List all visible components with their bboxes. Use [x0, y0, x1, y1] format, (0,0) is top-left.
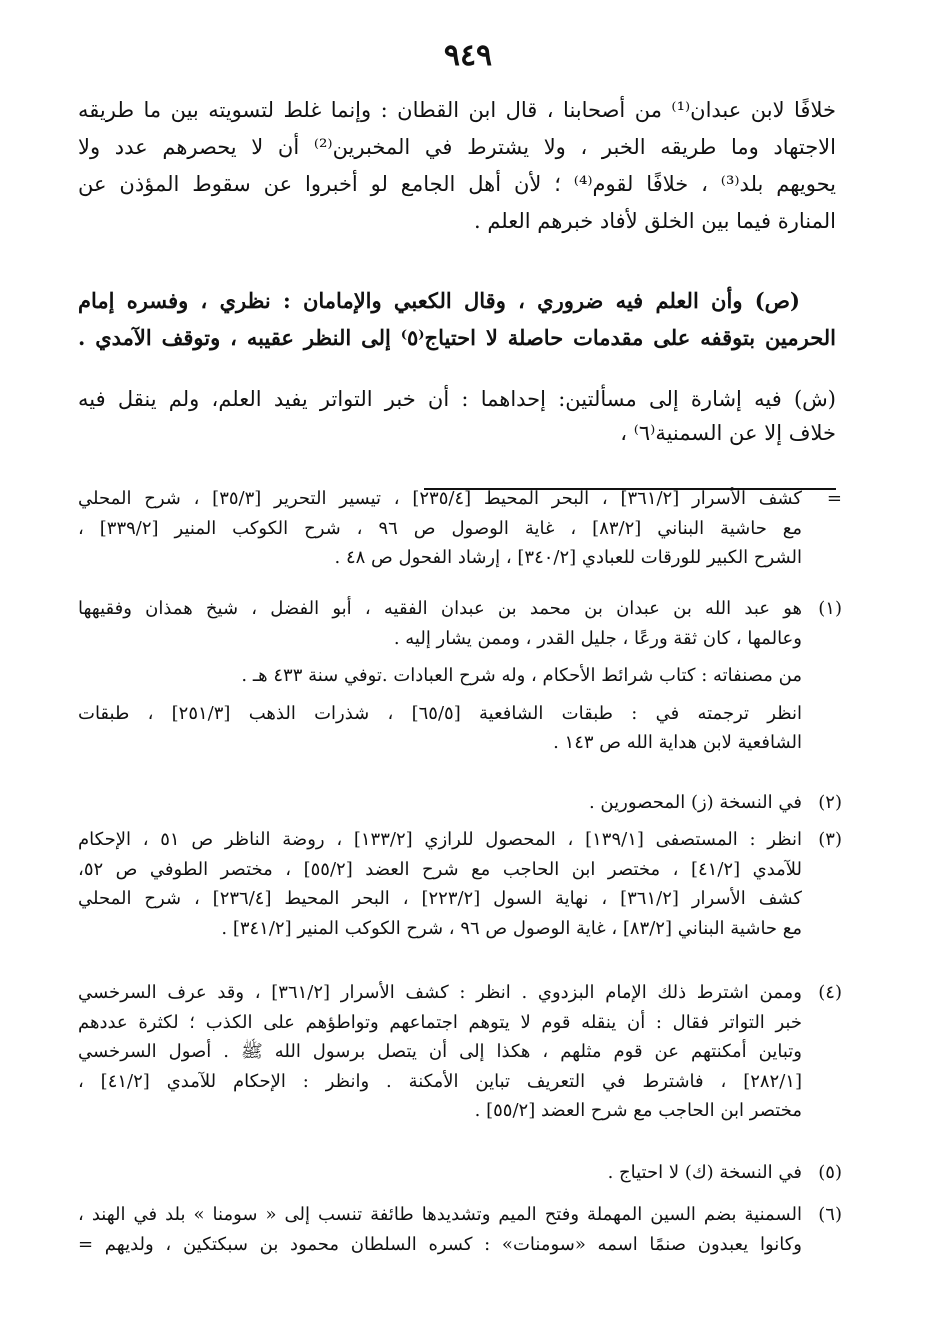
footnote-line: السمنية بضم السين المهملة وفتح الميم وتشديدها طائفة تنسب إلى « سومنا » بلد في الهند ، — [78, 1204, 802, 1225]
footnote-line: وعالمها ، كان ثقة ورعًا ، جليل القدر ، وممن يشار إليه . — [393, 627, 802, 649]
footnote-line: للآمدي [٤١/٢] ، مختصر ابن الحاجب مع شرح العضد [٥٥/٢] ، مختصر الطوفي ص ٥٢، — [78, 858, 802, 880]
text-line: المنارة فيما بين الخلق لأفاد خبرهم العلم . — [473, 209, 836, 233]
footnote-6 — [78, 1200, 842, 1259]
footnote-line: كشف الأسرار [٣٦١/٢] ، البحر المحيط [٢٣٥/٤] ، تيسير التحرير [٣٥/٣] ، شرح المحلي — [78, 488, 802, 509]
footnote-marker: = — [826, 488, 842, 509]
matn-line: (ص) وأن العلم فيه ضروري ، وقال الكعبي والإمامان : نظري ، وفسره إمام — [78, 288, 800, 313]
footnote-line: هو عبد الله بن عبدان بن محمد بن عبدان الفقيه ، أبو الفضل ، شيخ همذان وفقيهها — [78, 598, 802, 619]
footnote-line: الشافعية لابن هداية الله ص ١٤٣ . — [553, 732, 802, 753]
footnote-line: مع حاشية البناني [٨٣/٢] ، غاية الوصول ص ٩٦ ، شرح الكوكب المنير [٣٤١/٢] . — [221, 917, 802, 939]
footnote-line: كشف الأسرار [٣٦١/٢] ، نهاية السول [٢٢٣/٢] ، البحر المحيط [٢٣٦/٤] ، شرح المحلي — [78, 888, 802, 909]
matn-text — [78, 282, 836, 356]
footnote-marker: (٢) — [818, 792, 842, 813]
footnote-line: الشرح الكبير للورقات للعبادي [٣٤٠/٢] ، إرشاد الفحول ص ٤٨ . — [334, 547, 802, 568]
footnote-line: وتباين أمكنتهم عن قوم مثلهم ، هكذا إلى أن يتصل برسول الله ﷺ . أصول السرخسي — [78, 1041, 802, 1062]
text-line: الاجتهاد وما طريقه الخبر ، ولا يشترط في المخبرين⁽²⁾ أن لا يحصرهم عدد ولا — [78, 135, 836, 159]
text-line: يحويهم بلد⁽³⁾ ، خلافًا لقوم⁽⁴⁾ ؛ لأن أهل الجامع لو أخبروا عن سقوط المؤذن عن — [78, 172, 836, 196]
footnote-marker: (١) — [818, 598, 842, 619]
footnote-line: انظر ترجمته في : طبقات الشافعية [٦٥/٥] ، شذرات الذهب [٢٥١/٣] ، طبقات — [78, 702, 802, 724]
sharh-text — [78, 382, 836, 450]
footnote-marker: (٦) — [818, 1204, 842, 1225]
footnote-line: وكانوا يعبدون صنمًا اسمه «سومنات» : كسره السلطان محمود بن سبكتكين ، ولديهم = — [78, 1233, 802, 1255]
footnote-3 — [78, 825, 842, 943]
sharh-line: (ش) فيه إشارة إلى مسألتين: إحداهما : أن خبر التواتر يفيد العلم، ولم ينقل فيه — [78, 387, 836, 411]
footnote-line: من مصنفاته : كتاب شرائط الأحكام ، وله شرح العبادات .توفي سنة ٤٣٣ هـ . — [241, 665, 802, 686]
sharh-line: خلاف إلا عن السمنية⁽٦⁾ ، — [620, 421, 836, 445]
page-number: ٩٤٩ — [443, 38, 493, 73]
matn-line: الحرمين بتوقفه على مقدمات حاصلة لا احتياج⁽٥⁾ إلى النظر عقيبه ، وتوقف الآمدي . — [78, 325, 836, 350]
footnote-line: مع حاشية البناني [٨٣/٢] ، غاية الوصول ص ٩٦ ، شرح الكوكب المنير [٣٣٩/٢] ، — [78, 517, 802, 539]
footnote-2 — [78, 788, 842, 818]
footnote-5 — [78, 1158, 842, 1188]
footnote-marker: (٥) — [818, 1162, 842, 1183]
footnote-4 — [78, 978, 842, 1126]
footnote-continuation — [78, 484, 842, 573]
main-text — [78, 92, 836, 240]
footnote-line: خبر التواتر فقال : أن ينقله قوم لا يتوهم اجتماعهم وتواطؤهم على الكذب ؛ لكثرة عددهم — [78, 1011, 802, 1033]
footnote-line: في النسخة (ك) لا احتياج . — [607, 1162, 802, 1183]
footnote-marker: (٤) — [818, 982, 842, 1003]
text-line: خلافًا لابن عبدان⁽¹⁾ من أصحابنا ، قال ابن القطان : وإنما غلط لتسويته بين ما طريقه — [78, 98, 836, 122]
footnote-1 — [78, 594, 842, 758]
footnote-line: مختصر ابن الحاجب مع شرح العضد [٥٥/٢] . — [474, 1100, 802, 1121]
footnote-line: في النسخة (ز) المحصورين . — [588, 792, 802, 813]
footnote-line: انظر : المستصفى [١٣٩/١] ، المحصول للرازي [١٣٣/٢] ، روضة الناظر ص ٥١ ، الإحكام — [78, 829, 802, 850]
footnote-line: [٢٨٢/١] ، فاشترط في التعريف تباين الأمكنة . وانظر : الإحكام للآمدي [٤١/٢] ، — [78, 1070, 802, 1092]
footnote-line: وممن اشترط ذلك الإمام البزدوي . انظر : كشف الأسرار [٣٦١/٢] ، وقد عرف السرخسي — [78, 982, 802, 1003]
footnote-marker: (٣) — [818, 829, 842, 850]
